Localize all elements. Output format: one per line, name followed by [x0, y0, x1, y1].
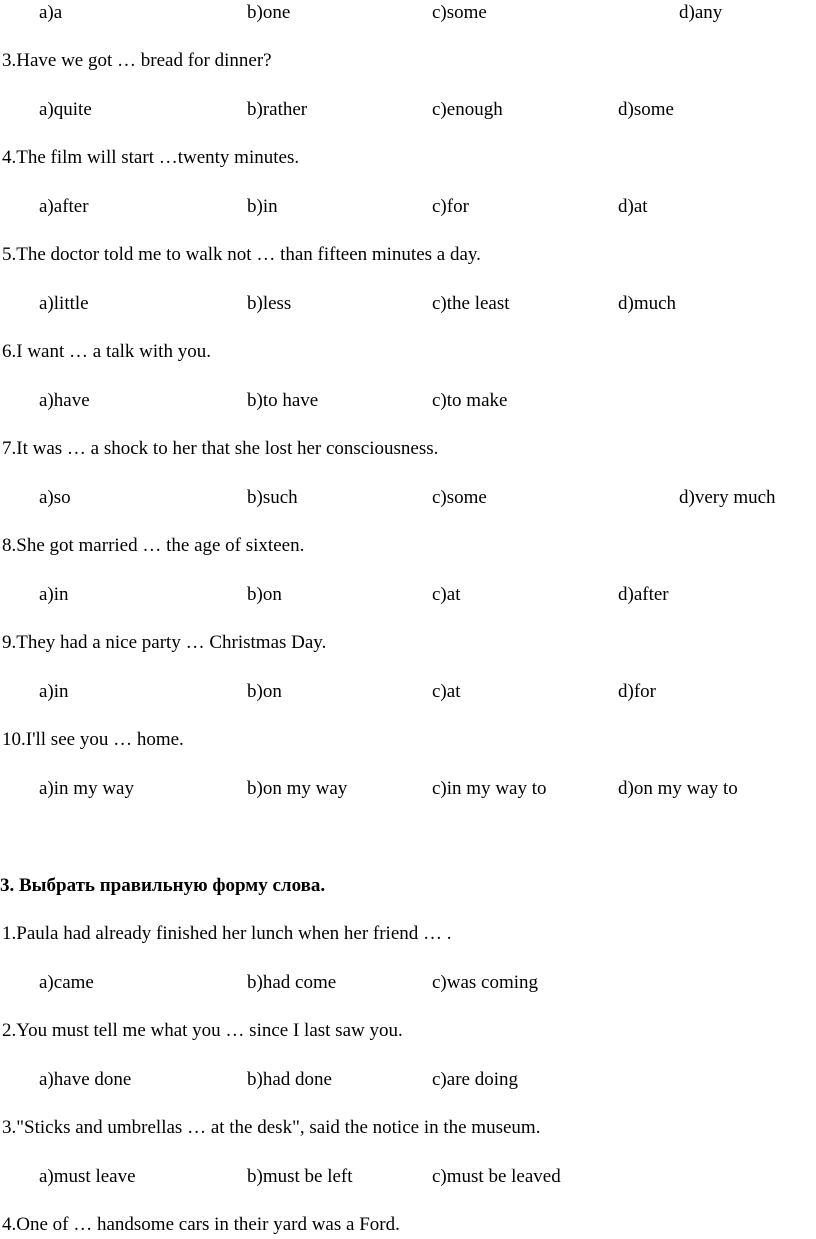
option-d: d)at — [618, 196, 648, 217]
option-c: c)must be leaved — [432, 1166, 561, 1187]
option-c: c)for — [432, 196, 469, 217]
question-text: 8.She got married … the age of sixteen. — [2, 535, 305, 556]
options-row — [0, 195, 816, 219]
option-a: a)a — [39, 2, 63, 23]
option-d: d)on my way to — [618, 778, 738, 799]
option-b: b)had done — [247, 1069, 332, 1090]
question-text: 4.The film will start …twenty minutes. — [2, 147, 300, 168]
option-b: b)in — [247, 196, 278, 217]
option-a: a)came — [39, 972, 94, 993]
options-row — [0, 777, 816, 801]
option-b: b)such — [247, 487, 298, 508]
options-row — [0, 486, 816, 510]
option-c: c)at — [432, 681, 461, 702]
question-text: 2.You must tell me what you … since I last saw you. — [2, 1020, 403, 1041]
option-d: d)after — [618, 584, 669, 605]
options-row — [0, 680, 816, 704]
question-text: 1.Paula had already finished her lunch when her friend … . — [2, 923, 452, 944]
option-b: b)to have — [247, 390, 319, 411]
question-text: 4.One of … handsome cars in their yard was a Ford. — [2, 1214, 400, 1235]
option-b: b)on — [247, 584, 282, 605]
option-a: a)quite — [39, 99, 92, 120]
options-row — [0, 1, 816, 25]
options-row — [0, 292, 816, 316]
option-d: d)very much — [679, 487, 776, 508]
option-d: d)for — [618, 681, 656, 702]
option-d: d)much — [618, 293, 677, 314]
question-text: 9.They had a nice party … Christmas Day. — [2, 632, 327, 653]
option-b: b)had come — [247, 972, 337, 993]
question-text: 3."Sticks and umbrellas … at the desk", said the notice in the museum. — [2, 1117, 541, 1138]
option-c: c)some — [432, 487, 487, 508]
option-c: c)to make — [432, 390, 508, 411]
option-b: b)on my way — [247, 778, 348, 799]
question-text: 10.I'll see you … home. — [2, 729, 184, 750]
options-row — [0, 1165, 816, 1189]
options-row — [0, 1068, 816, 1092]
option-b: b)on — [247, 681, 282, 702]
options-row — [0, 389, 816, 413]
option-b: b)rather — [247, 99, 308, 120]
options-row — [0, 971, 816, 995]
option-a: a)must leave — [39, 1166, 136, 1187]
option-c: c)are doing — [432, 1069, 518, 1090]
option-a: a)in — [39, 584, 69, 605]
option-c: c)at — [432, 584, 461, 605]
option-c: c)enough — [432, 99, 503, 120]
option-a: a)so — [39, 487, 71, 508]
option-c: c)some — [432, 2, 487, 23]
section-heading: 3. Выбрать правильную форму слова. — [0, 875, 326, 896]
question-text: 7.It was … a shock to her that she lost her consciousness. — [2, 438, 439, 459]
options-row — [0, 98, 816, 122]
option-b: b)one — [247, 2, 291, 23]
option-a: a)have done — [39, 1069, 132, 1090]
question-text: 6.I want … a talk with you. — [2, 341, 211, 362]
option-c: c)the least — [432, 293, 510, 314]
option-a: a)in my way — [39, 778, 134, 799]
question-text: 3.Have we got … bread for dinner? — [2, 50, 272, 71]
option-c: c)was coming — [432, 972, 539, 993]
option-c: c)in my way to — [432, 778, 547, 799]
question-text: 5.The doctor told me to walk not … than fifteen minutes a day. — [2, 244, 481, 265]
option-b: b)less — [247, 293, 292, 314]
option-b: b)must be left — [247, 1166, 353, 1187]
option-a: a)little — [39, 293, 89, 314]
option-a: a)have — [39, 390, 90, 411]
options-row — [0, 583, 816, 607]
option-d: d)some — [618, 99, 674, 120]
option-a: a)in — [39, 681, 69, 702]
option-a: a)after — [39, 196, 89, 217]
option-d: d)any — [679, 2, 723, 23]
